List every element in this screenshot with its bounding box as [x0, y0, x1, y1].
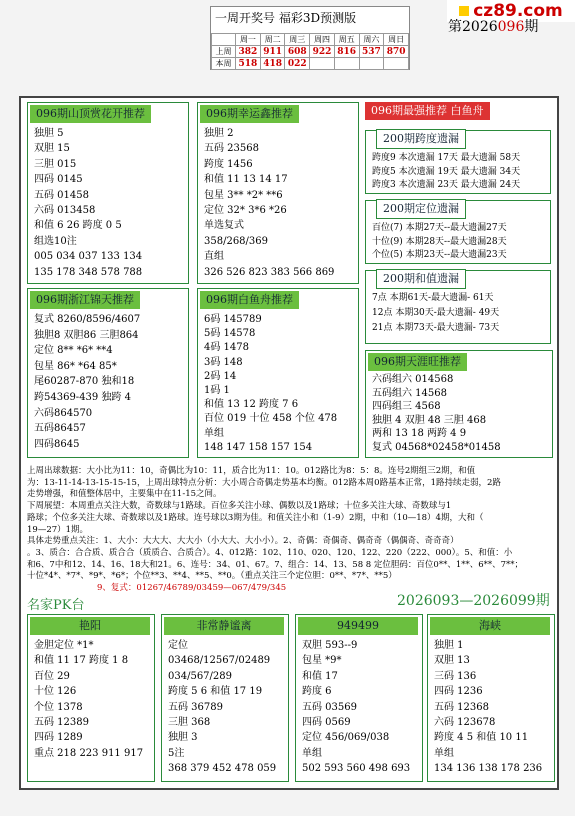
prediction-line: 十位(9) 本期28天--最大遗漏28天 — [372, 236, 507, 247]
expert-line: 十位 126 — [34, 686, 77, 698]
expert-line: 单组 — [302, 747, 322, 759]
prediction-line: 1码 1 — [204, 385, 230, 396]
panel-title: 200期跨度遗漏 — [376, 129, 466, 149]
issue-number: 第2026096期 — [448, 19, 539, 35]
prediction-line: 和值 11 13 14 17 — [204, 174, 288, 186]
prediction-line: 跨度9 本次遗漏 17天 最大遗漏 58天 — [372, 153, 521, 163]
prediction-line: 组选10注 — [34, 235, 77, 247]
expert-box — [27, 614, 155, 782]
analysis-line: 和6、7中和12、14、16、18大和21。6、连号：34、01、67。7、组合：14、13、58 8 定位胆码：百位0**、1**、6**、7**； — [27, 559, 524, 570]
prediction-line: 尾60287-870 独和18 — [34, 376, 135, 388]
expert-line: 034/567/289 — [168, 670, 232, 682]
draw-result: 518 — [236, 58, 261, 70]
prediction-line: 358/268/369 — [204, 235, 268, 247]
expert-name: 海峡 — [430, 617, 550, 635]
box-title: 096期浙江锦天推荐 — [30, 291, 140, 309]
draw-result — [334, 58, 359, 70]
draw-result — [359, 58, 384, 70]
box-wang — [365, 350, 553, 458]
expert-line: 单组 — [434, 747, 454, 759]
prediction-line: 独胆 2 — [204, 128, 234, 139]
prediction-line: 五码 01458 — [34, 189, 89, 201]
analysis-line: 具体走势重点关注：1、大小：大大大、大大小（小大大、大小小）。2、奇偶：奇偶奇、偶奇奇（偶偶奇、奇奇奇） — [27, 536, 459, 547]
sum-gap-panel — [365, 270, 551, 344]
expert-line: 134 136 138 178 236 — [434, 763, 543, 775]
expert-line: 定位 — [168, 640, 188, 651]
analysis-line: 9、复式：01267/46789/03459—067/479/345 — [97, 583, 287, 593]
box-bai — [365, 102, 551, 350]
prediction-line: 双胆 15 — [34, 143, 70, 155]
prediction-line: 个位(5) 本期23天--最大遗漏23天 — [372, 250, 507, 260]
prediction-line: 4码 1478 — [204, 342, 249, 354]
expert-line: 五码 12389 — [34, 717, 89, 728]
draw-result: 382 — [236, 46, 261, 58]
expert-line: 和值 17 — [302, 670, 338, 682]
expert-line: 五码 36789 — [168, 701, 223, 713]
analysis-line: 为：13-11-14-13-15-15-15，上周出球特点分析：大小周合奇偶走势基本均衡。012路本周0路基本正常，1路持续走弱，2路 — [27, 477, 501, 488]
prediction-line: 直组 — [204, 251, 224, 263]
expert-line: 双胆 13 — [434, 655, 470, 667]
prediction-line: 定位 8** *6* **4 — [34, 345, 113, 357]
results-table — [211, 33, 409, 70]
analysis-line: 上周出球数据：大小比为11：10，奇偶比为10：11，质合比为11：10。012路比为8：5：8。连号2期组三2期，和值 — [27, 466, 476, 476]
day-header: 周五 — [334, 34, 359, 46]
expert-line: 百位 29 — [34, 670, 70, 682]
box-title: 096期山顶赏花开推荐 — [30, 105, 151, 123]
expert-line: 368 379 452 478 059 — [168, 763, 277, 775]
day-header: 周三 — [285, 34, 310, 46]
prediction-line: 3码 148 — [204, 356, 243, 368]
expert-box — [427, 614, 555, 782]
panel-title: 200期和值遗漏 — [376, 269, 466, 289]
prediction-line: 五码组六 14568 — [372, 387, 447, 399]
prediction-line: 独胆8 双胆86 三胆864 — [34, 329, 139, 341]
day-header: 周日 — [384, 34, 409, 46]
draw-result: 608 — [285, 46, 310, 58]
logo-icon — [459, 6, 469, 16]
analysis-line: 十位*4*、*7*、*9*、*6*；个位**3、**4、**5、**0。（重点关注三个定位胆：0**、*7*、**5） — [27, 571, 397, 582]
prediction-line: 五码86457 — [34, 423, 86, 435]
draw-result: 911 — [260, 46, 285, 58]
box-title: 096期最强推荐 白鱼舟 — [365, 102, 490, 120]
prediction-line: 四码组三 4568 — [372, 401, 441, 413]
expert-line: 五码 03569 — [302, 701, 357, 713]
draw-result — [384, 58, 409, 70]
expert-line: 三码 136 — [434, 670, 477, 682]
box-shan — [27, 102, 189, 284]
prediction-line: 12点 本期30天-最大遗漏- 49天 — [372, 308, 500, 318]
expert-line: 03468/12567/02489 — [168, 655, 271, 667]
prediction-line: 6码 145789 — [204, 314, 262, 325]
prediction-line: 包星 3** *2* **6 — [204, 189, 283, 201]
day-header: 周二 — [260, 34, 285, 46]
analysis-line: 路球；个位多关注大球、奇数球以及1路球。连号球以3期为佳。和值关注小和（1-9）2期，中和（10—18）4期，大和（ — [27, 512, 484, 523]
prediction-line: 四码 0145 — [34, 174, 83, 186]
expert-name: 艳阳 — [30, 617, 150, 635]
prediction-line: 三胆 015 — [34, 158, 77, 170]
expert-line: 四码 1289 — [34, 732, 83, 744]
analysis-notes — [21, 464, 557, 594]
draw-result: 537 — [359, 46, 384, 58]
expert-line: 独胆 1 — [434, 640, 464, 651]
prediction-line: 148 147 158 157 154 — [204, 441, 313, 453]
expert-line: 独胆 3 — [168, 732, 198, 744]
draw-result: 418 — [260, 58, 285, 70]
expert-line: 包星 *9* — [302, 655, 342, 667]
prediction-line: 跨度3 本次遗漏 23天 最大遗漏 24天 — [372, 180, 521, 190]
site-watermark: cz89.com — [447, 0, 575, 22]
grid-corner — [212, 34, 236, 46]
expert-line: 四码 1236 — [434, 686, 483, 698]
panel-title: 一周开奖号 福彩3D预测版 — [215, 11, 357, 25]
prediction-line: 跨54369-439 独跨 4 — [34, 392, 131, 403]
expert-line: 三胆 368 — [168, 717, 211, 728]
prediction-line: 四码8645 — [34, 438, 80, 450]
expert-line: 五码 12368 — [434, 701, 489, 713]
position-gap-panel — [365, 200, 551, 264]
analysis-line: 走势增强，和值整体居中，主要集中在11-15之间。 — [27, 489, 222, 500]
prediction-line: 2码 14 — [204, 370, 237, 382]
week-label: 上周 — [212, 46, 236, 58]
span-gap-panel — [365, 130, 551, 194]
expert-line: 和值 11 17 跨度 1 8 — [34, 655, 129, 667]
prediction-line: 21点 本期73天-最大遗漏- 73天 — [372, 323, 500, 333]
prediction-line: 跨度 1456 — [204, 158, 253, 170]
analysis-line: 下周展望：本周重点关注大数，奇数球与1路球。百位多关注小球、偶数以及1路球；十位多关注大球、奇数球与1 — [27, 501, 452, 512]
expert-line: 5注 — [168, 747, 185, 759]
weekly-results-panel — [210, 6, 410, 70]
day-header: 周六 — [359, 34, 384, 46]
prediction-line: 单选复式 — [204, 220, 244, 232]
expert-box — [161, 614, 289, 782]
draw-result — [310, 58, 335, 70]
prediction-line: 六码864570 — [34, 407, 93, 419]
expert-line: 跨度 4 5 和值 10 11 — [434, 732, 529, 744]
expert-name: 949499 — [298, 617, 418, 635]
expert-line: 六码 123678 — [434, 717, 496, 728]
pk-title: 名家PK台 — [27, 598, 85, 613]
expert-box — [295, 614, 423, 782]
prediction-line: 百位 019 十位 458 个位 478 — [204, 413, 338, 425]
expert-line: 定位 456/069/038 — [302, 732, 390, 744]
box-title: 096期白鱼舟推荐 — [200, 291, 299, 309]
prediction-line: 六码 013458 — [34, 205, 96, 216]
day-header: 周一 — [236, 34, 261, 46]
day-header: 周四 — [310, 34, 335, 46]
box-baiyu — [197, 288, 359, 458]
expert-line: 金胆定位 *1* — [34, 640, 94, 651]
prediction-line: 复式 04568*02458*01458 — [372, 442, 501, 453]
prediction-line: 包星 86* *64 85* — [34, 360, 117, 372]
prediction-line: 7点 本期61天-最大遗漏- 61天 — [372, 293, 494, 303]
expert-line: 四码 0569 — [302, 717, 351, 728]
prediction-line: 135 178 348 578 788 — [34, 266, 143, 278]
expert-name: 非常静谧离 — [164, 617, 284, 635]
box-xing — [197, 102, 359, 284]
expert-line: 重点 218 223 911 917 — [34, 747, 144, 759]
draw-result: 816 — [334, 46, 359, 58]
prediction-line: 326 526 823 383 566 869 — [204, 266, 335, 278]
prediction-line: 百位(7) 本期27天--最大遗漏27天 — [372, 223, 507, 233]
draw-result: 922 — [310, 46, 335, 58]
panel-title: 200期定位遗漏 — [376, 199, 466, 219]
box-zhe — [27, 288, 189, 458]
prediction-line: 定位 32* 3*6 *26 — [204, 205, 287, 216]
prediction-line: 复式 8260/8596/4607 — [34, 314, 141, 325]
box-title: 096期幸运鑫推荐 — [200, 105, 299, 123]
prediction-line: 5码 14578 — [204, 328, 256, 340]
prediction-line: 跨度5 本次遗漏 19天 最大遗漏 34天 — [372, 166, 521, 177]
prediction-line: 和值 13 12 跨度 7 6 — [204, 399, 299, 411]
expert-line: 跨度 5 6 和值 17 19 — [168, 686, 263, 698]
expert-line: 个位 1378 — [34, 701, 83, 713]
expert-line: 双胆 593--9 — [302, 640, 358, 651]
prediction-line: 和值 6 26 跨度 0 5 — [34, 220, 122, 232]
pk-range: 2026093—2026099期 — [397, 593, 550, 609]
expert-line: 502 593 560 498 693 — [302, 763, 411, 775]
box-title: 096期天涯旺推荐 — [368, 353, 467, 371]
prediction-line: 五码 23568 — [204, 143, 259, 155]
week-label: 本周 — [212, 58, 236, 70]
prediction-line: 两和 13 18 两跨 4 9 — [372, 428, 467, 440]
content-frame — [19, 96, 559, 790]
prediction-line: 005 034 037 133 134 — [34, 251, 143, 263]
prediction-line: 单组 — [204, 427, 224, 439]
analysis-line: 。3、质合：合合质、质合合（质质合、合质合）。4、012路：102、110、020、120、122、220（222、000）。5、和值：小 — [27, 547, 513, 558]
analysis-line: 19—27）1期。 — [27, 524, 89, 535]
draw-result: 022 — [285, 58, 310, 70]
prediction-line: 独胆 5 — [34, 128, 64, 139]
prediction-line: 六码组六 014568 — [372, 374, 454, 385]
prediction-line: 独胆 4 双胆 48 三胆 468 — [372, 414, 487, 426]
expert-line: 跨度 6 — [302, 686, 332, 698]
draw-result: 870 — [384, 46, 409, 58]
